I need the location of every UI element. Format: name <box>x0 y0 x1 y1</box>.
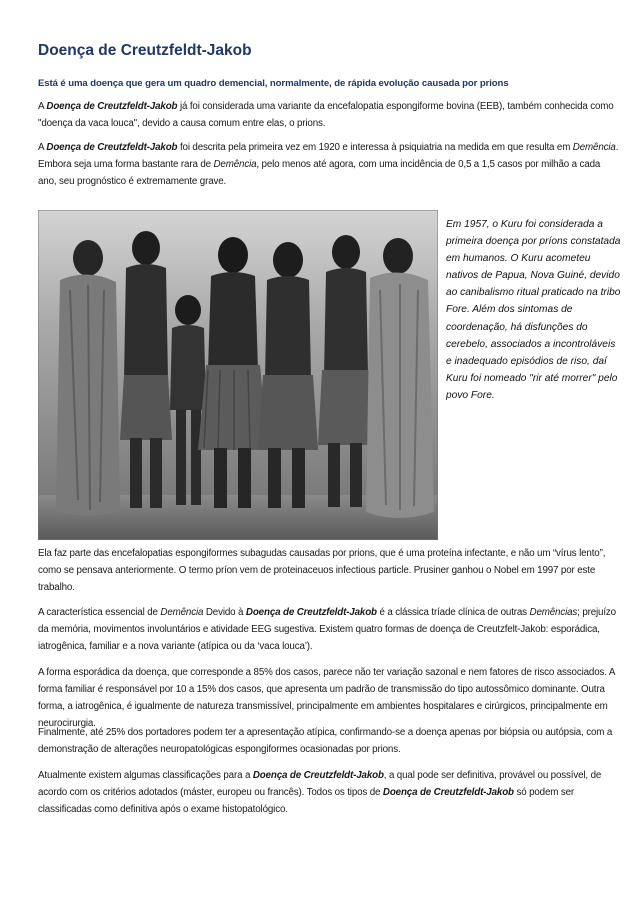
paragraph-intro: A Doença de Creutzfeldt-Jakob já foi considerada uma variante da encefalopatia espongiforme bovina (EEB), também conhecida como "doença da vaca louca", devido a causa comum entre elas, o prions. <box>38 101 614 129</box>
subtitle: Está é uma doença que gera um quadro demencial, normalmente, de rápida evolução causada por prions <box>38 78 509 89</box>
disease-name: Doença de Creutzfeldt-Jakob <box>382 787 514 798</box>
photo-caption: Em 1957, o Kuru foi considerada a primeira doença por príons constatada em humanos. O Kuru acometeu nativos de Papua, Nova Guiné, devido ao canibalismo ritual praticado na tribo Fore. Além dos sintomas de coordenação, há disfunções do cerebelo, associados a incontroláveis e inadequado episódios de riso, daí Kuru foi nomeado "rir até morrer" pelo povo Fore. <box>446 219 621 401</box>
paragraph-classification: Atualmente existem algumas classificações para a Doença de Creutzfeldt-Jakob, a qual pode ser definitiva, provável ou possível, de acordo com os critérios adotados (máster, europeu ou francês). Todos os tipos de Doença de Creutzfeldt-Jakob só podem ser classificadas como definitiva após o exame histopatológico. <box>38 770 602 815</box>
kuru-tribe-photo <box>38 210 438 540</box>
page-title: Doença de Creutzfeldt-Jakob <box>38 42 252 59</box>
paragraph-forms: A forma esporádica da doença, que corresponde a 85% dos casos, parece não ter variação sazonal e nem fatores de risco associados. A forma familiar é responsável por 10 a 15% dos casos, que apresenta um padrão de transmissão do tipo autossômico dominante. Outra forma, a iatrogênica, é igualmente de natureza transmissível, principalmente em ambientes hospitalares e cirúrgicos, principalmente em neurocirurgia. <box>38 667 615 729</box>
paragraph-history: A Doença de Creutzfeldt-Jakob foi descrita pela primeira vez em 1920 e interessa à psiquiatria na medida em que resulta em Demência. Embora seja uma forma bastante rara de Demência, pelo menos até agora, com uma incidência de 0,5 a 1,5 casos por milhão a cada ano, seu prognóstico é extremamente grave. <box>38 142 619 187</box>
paragraph-prions: Ela faz parte das encefalopatias espongiformes subagudas causadas por prions, que é uma proteína infectante, e não um “vírus lento”, como se pensava anteriormente. O termo príon vem de proteinaceuos infectious particle. Prusiner ganhou o Nobel em 1997 por este trabalho. <box>38 548 606 593</box>
disease-name: Doença de Creutzfeldt-Jakob <box>46 142 178 153</box>
disease-name: Doença de Creutzfeldt-Jakob <box>46 101 178 112</box>
paragraph-characteristics: A característica essencial de Demência Devido à Doença de Creutzfeldt-Jakob é a clássica tríade clínica de outras Demências; prejuízo da memória, movimentos involuntários e atividade EEG sugestiva. Existem quatro formas de doença de Creutzfelt-Jakob: esporádica, iatrogênica, familiar e a nova variante (atípica ou da ‘vaca louca’). <box>38 607 616 652</box>
paragraph-atypical: Finalmente, até 25% dos portadores podem ter a apresentação atípica, confirmando-se a doença apenas por biópsia ou autópsia, com a demonstração de alterações neuropatológicas espongiformes ocasionadas por prions. <box>38 727 613 755</box>
disease-name: Doença de Creutzfeldt-Jakob <box>252 770 384 781</box>
disease-name: Doença de Creutzfeldt-Jakob <box>245 607 377 618</box>
